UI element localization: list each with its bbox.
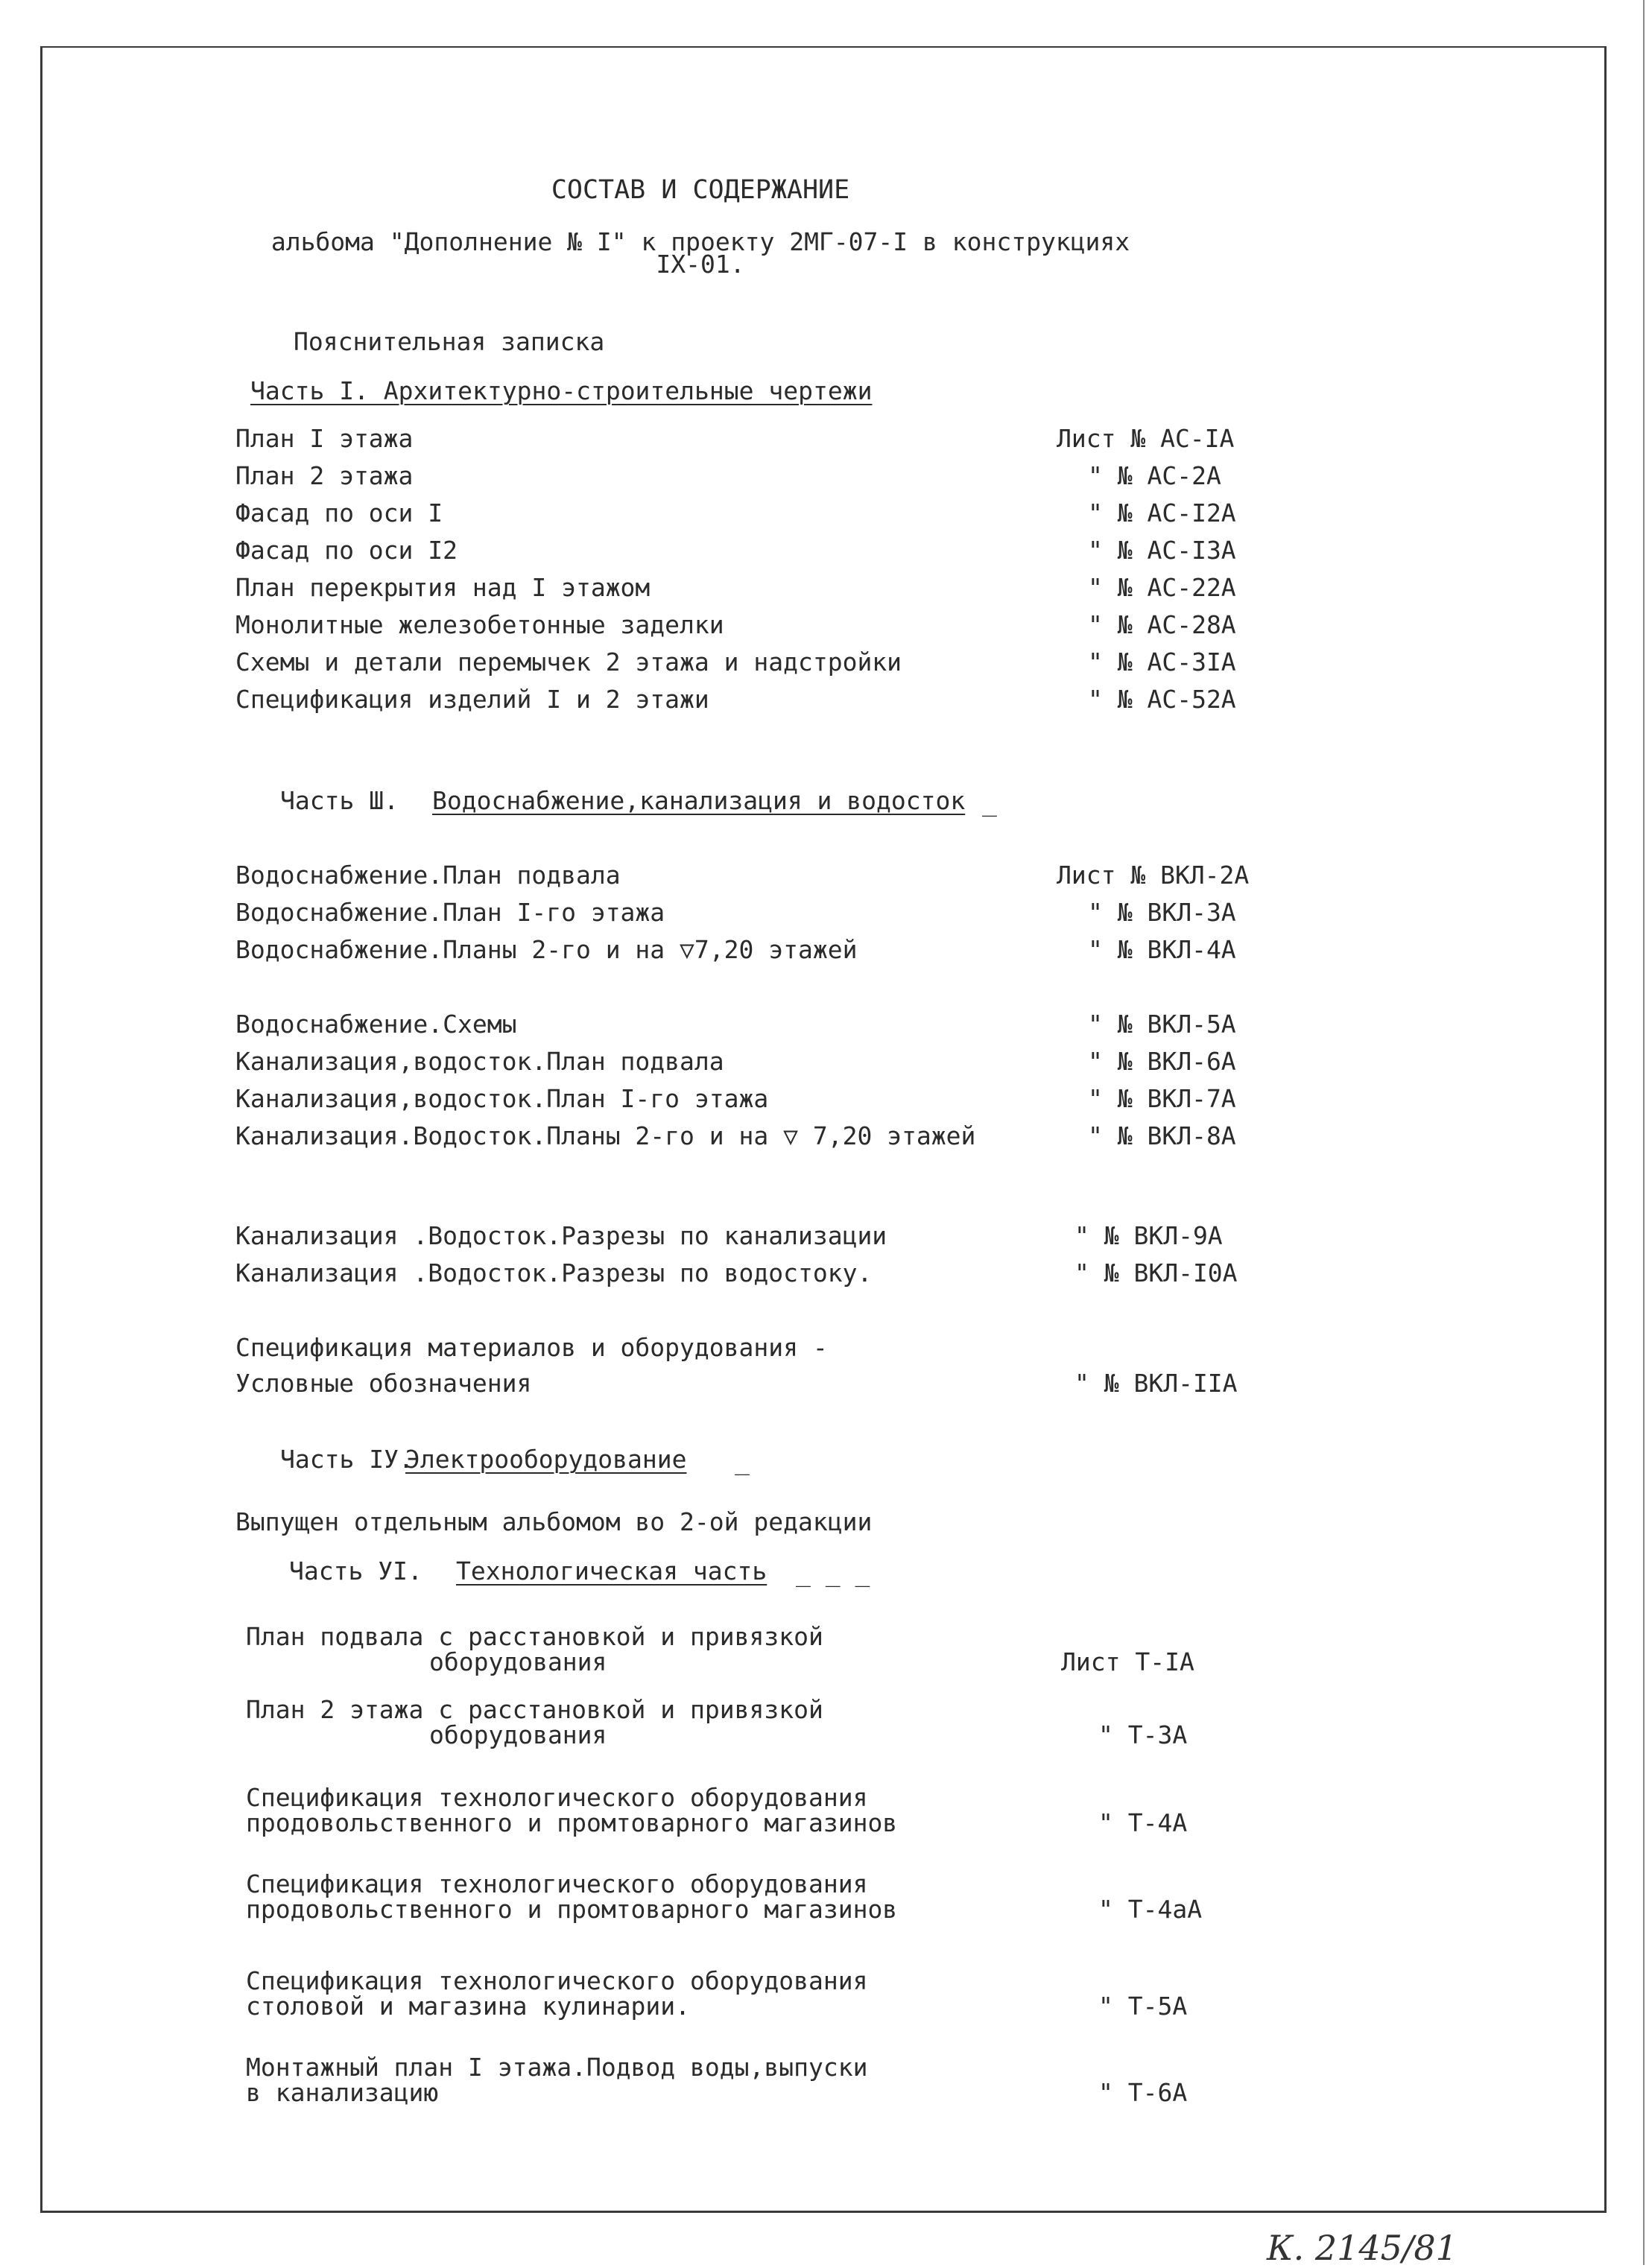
list-item-title: Канализация,водосток.План I-го этажа xyxy=(235,1084,769,1113)
part6-label: Часть УI. xyxy=(289,1556,422,1586)
list-item-title: Монтажный план I этажа.Подвод воды,выпуски xyxy=(246,2053,868,2082)
list-item-sheet: " Т-4А xyxy=(1098,1808,1188,1837)
list-item-title: Схемы и детали перемычек 2 этажа и надстройки xyxy=(235,647,902,677)
list-item-sheet: " № ВКЛ-5А xyxy=(1088,1010,1236,1039)
list-item-sheet: Лист Т-IА xyxy=(1061,1647,1194,1676)
list-item-sheet: " № ВКЛ-9А xyxy=(1074,1221,1223,1250)
list-item-title: Спецификация технологического оборудования xyxy=(246,1869,868,1898)
list-item-sheet: " № ВКЛ-6А xyxy=(1088,1047,1236,1076)
list-item-sheet: Лист № АС-IА xyxy=(1057,424,1235,453)
list-item-sheet: " № АС-22А xyxy=(1088,573,1236,602)
part3-label: Часть Ш. xyxy=(280,786,399,815)
part3-spec-sheet: " № ВКЛ-IIА xyxy=(1074,1369,1238,1398)
part3-spec-line1: Спецификация материалов и оборудования - xyxy=(235,1333,828,1362)
list-item-title: План I этажа xyxy=(235,424,414,453)
list-item-title-cont: столовой и магазина кулинарии. xyxy=(246,1992,691,2021)
part4-label: Часть IУ. xyxy=(280,1445,414,1474)
list-item-title: Монолитные железобетонные заделки xyxy=(235,610,724,639)
list-item-sheet: " № АС-I3А xyxy=(1088,536,1236,565)
list-item-title: Водоснабжение.План I-го этажа xyxy=(235,898,665,927)
list-item-sheet: " № ВКЛ-I0А xyxy=(1074,1258,1238,1287)
list-item-title-cont: оборудования xyxy=(429,1647,607,1676)
list-item-sheet: " Т-3А xyxy=(1098,1720,1188,1749)
list-item-title-cont: оборудования xyxy=(429,1720,607,1749)
list-item-sheet: " Т-4аА xyxy=(1098,1895,1203,1924)
subtitle-line1: альбома "Дополнение № I" к проекту 2МГ-07-I в конструкциях xyxy=(270,227,1130,256)
list-item-title: Канализация.Водосток.Планы 2-го и на ▽ 7,20 этажей xyxy=(235,1121,976,1150)
list-item-title-cont: продовольственного и промтоварного магазинов xyxy=(246,1808,898,1837)
list-item-sheet: " № ВКЛ-3А xyxy=(1088,898,1236,927)
list-item-sheet: " № АС-2А xyxy=(1088,461,1221,490)
list-item-sheet: " № ВКЛ-8А xyxy=(1088,1121,1236,1150)
list-item-title: Канализация .Водосток.Разрезы по водостоку. xyxy=(235,1258,873,1287)
list-item-title: Фасад по оси I xyxy=(235,498,443,528)
archive-stamp: К. 2145/81 xyxy=(1267,2228,1457,2268)
list-item-sheet: " № АС-52А xyxy=(1088,685,1236,714)
list-item-sheet: " Т-5А xyxy=(1098,1992,1188,2021)
subtitle-line2: IX-01. xyxy=(656,250,745,279)
explanatory-note: Пояснительная записка xyxy=(294,327,605,356)
list-item-title-cont: продовольственного и промтоварного магазинов xyxy=(246,1895,898,1924)
page-title: СОСТАВ И СОДЕРЖАНИЕ xyxy=(551,175,850,205)
list-item-title: Водоснабжение.План подвала xyxy=(235,861,621,890)
list-item-title-cont: в канализацию xyxy=(246,2078,439,2107)
list-item-title: Канализация,водосток.План подвала xyxy=(235,1047,724,1076)
part1-heading: Часть I. Архитектурно-строительные чертежи xyxy=(250,376,873,405)
list-item-title: План 2 этажа с расстановкой и привязкой xyxy=(246,1695,823,1724)
list-item-title: Водоснабжение.Схемы xyxy=(235,1010,517,1039)
part4-dash: _ xyxy=(735,1446,750,1475)
list-item-sheet: " № ВКЛ-7А xyxy=(1088,1084,1236,1113)
list-item-title: Спецификация технологического оборудования xyxy=(246,1783,868,1812)
part3-dash: _ xyxy=(982,788,997,817)
part6-heading: Технологическая часть xyxy=(456,1556,767,1586)
scan-edge xyxy=(1643,0,1645,2265)
list-item-title: План 2 этажа xyxy=(235,461,414,490)
list-item-title: Спецификация изделий I и 2 этажи xyxy=(235,685,709,714)
list-item-title: Фасад по оси I2 xyxy=(235,536,458,565)
list-item-sheet: " Т-6А xyxy=(1098,2078,1188,2107)
part4-note: Выпущен отдельным альбомом во 2-ой редакции xyxy=(235,1507,873,1536)
part3-heading: Водоснабжение,канализация и водосток xyxy=(432,786,966,815)
list-item-title: Спецификация технологического оборудования xyxy=(246,1966,868,1995)
list-item-title: Канализация .Водосток.Разрезы по канализации xyxy=(235,1221,887,1250)
list-item-title: Водоснабжение.Планы 2-го и на ▽7,20 этажей xyxy=(235,935,858,964)
list-item-sheet: " № АС-I2А xyxy=(1088,498,1236,528)
list-item-sheet: Лист № ВКЛ-2А xyxy=(1057,861,1250,890)
list-item-title: План перекрытия над I этажом xyxy=(235,573,651,602)
list-item-sheet: " № ВКЛ-4А xyxy=(1088,935,1236,964)
list-item-sheet: " № АС-28А xyxy=(1088,610,1236,639)
list-item-sheet: " № АС-3IА xyxy=(1088,647,1236,677)
part3-spec-line2: Условные обозначения xyxy=(235,1369,532,1398)
part6-dash: _ _ _ xyxy=(796,1558,870,1587)
part4-heading: Электрооборудование xyxy=(405,1445,687,1474)
list-item-title: План подвала с расстановкой и привязкой xyxy=(246,1622,823,1651)
